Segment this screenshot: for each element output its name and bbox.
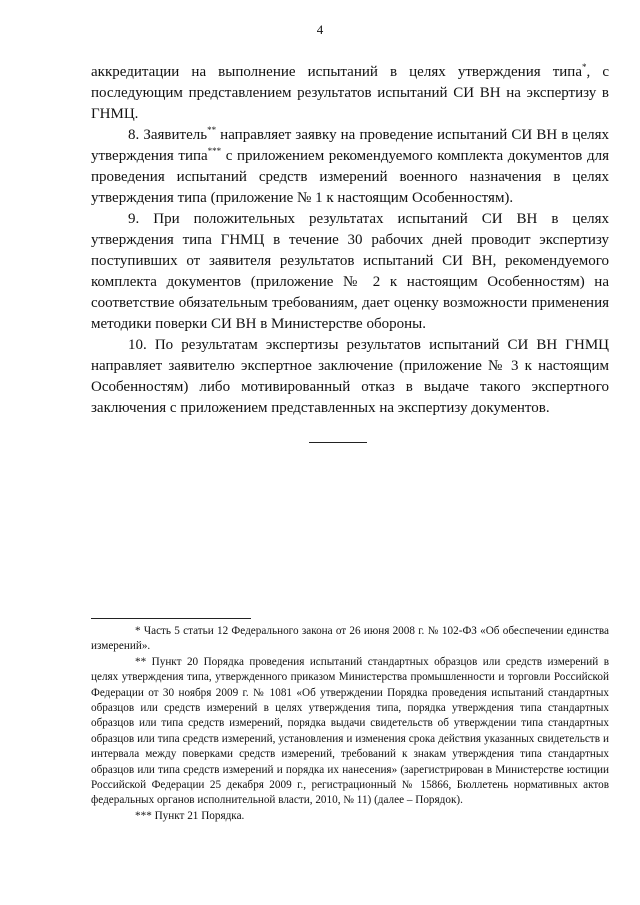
footnote-3: *** Пункт 21 Порядка. (135, 809, 245, 822)
footnote-2: ** Пункт 20 Порядка проведения испытаний стандартных образцов или средств измерений в целях утверждения типа, утвержденного приказом Министерства промышленности и торговли Российской Федерации от 30 ноября 2009 г. № 1081 «Об утверждении Порядка проведения испытаний стандартных образцов или средств измерений в целях утверждения типа, порядка утверждения типа стандартных образцов или типа средств измерений, порядка выдачи свидетельств об утверждении типа стандартных образцов или типа средств измерений, установления и изменения срока действия указанных свидетельств и интервала между поверками средств измерений, требований к знакам утверждения типа стандартных образцов или типа средств измерений и порядка их нанесения» (зарегистрирован в Министерстве юстиции Российской Федерации 25 декабря 2009 г., регистрационный № 15866, Бюллетень нормативных актов федеральных органов исполнительной власти, 2010, № 11) (далее – Порядок). (91, 655, 609, 807)
paragraph-continuation (91, 62, 609, 125)
paragraph-9: 9. При положительных результатах испытаний СИ ВН в целях утверждения типа ГНМЦ в течение 30 рабочих дней проводит экспертизу поступивших от заявителя результатов испытаний СИ ВН, рекомендуемого комплекта документов (приложение № 2 к настоящим Особенностям) на соответствие обязательным требованиям, дает оценку возможности применения методики поверки СИ ВН в Министерстве обороны. (91, 211, 609, 332)
page-number: 4 (316, 22, 324, 37)
paragraph-8-text-start: 8. Заявитель (128, 127, 208, 143)
paragraph-8-text-end: с приложением рекомендуемого комплекта документов для проведения испытаний средств измерений военного назначения в целях утверждения типа (приложение № 1 к настоящим Особенностям). (91, 148, 609, 206)
document-body (91, 62, 609, 419)
footnotes (91, 624, 609, 824)
footnote-1: * Часть 5 статьи 12 Федерального закона от 26 июня 2008 г. № 102-ФЗ «Об обеспечении единства измерений». (91, 625, 609, 653)
paragraph-10: 10. По результатам экспертизы результатов испытаний СИ ВН ГНМЦ направляет заявителю экспертное заключение (приложение № 3 к настоящим Особенностям) либо мотивированный отказ в выдаче такого экспертного заключения с приложением представленных на экспертизу документов. (91, 337, 609, 416)
footnote-ref-3: *** (207, 146, 222, 156)
paragraph-continuation-text-start: аккредитации на выполнение испытаний в целях утверждения типа (91, 64, 582, 80)
footnote-ref-2: ** (207, 125, 217, 135)
paragraph-8 (91, 125, 609, 209)
footnote-ref-1: * (581, 62, 587, 72)
paragraph-8-text-middle: направляет заявку на проведение испытаний СИ ВН в целях утверждения типа (91, 127, 609, 164)
paragraph-continuation-text-end: , с последующим представлением результатов испытаний СИ ВН на экспертизу в ГНМЦ. (91, 64, 609, 122)
footnote-divider (91, 618, 251, 619)
end-of-text-divider (309, 442, 367, 443)
